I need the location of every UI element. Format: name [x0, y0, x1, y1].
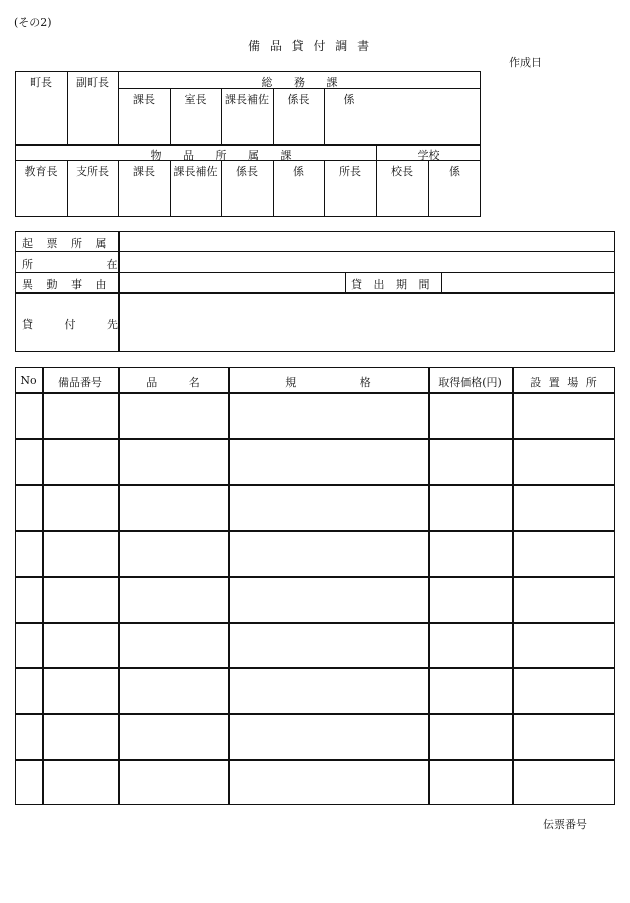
col-shishocho: 支所長: [76, 165, 109, 178]
col-header-item-name: 品 名: [146, 376, 200, 389]
soumu-col-kachohosa: 課長補佐: [225, 93, 269, 106]
table-row[interactable]: [16, 394, 614, 438]
form-label: (その2): [14, 16, 52, 29]
created-date-label: 作成日: [509, 56, 542, 69]
reason-field[interactable]: [120, 273, 344, 292]
location-field[interactable]: [120, 252, 614, 272]
col-kachohosa: 課長補佐: [173, 165, 218, 178]
town-mayor-label: 町長: [30, 76, 52, 89]
col-kakari: 係: [293, 165, 304, 178]
col-kakaricho: 係長: [236, 165, 258, 178]
loan-period-label: 貸 出 期 間: [351, 278, 430, 291]
dept-header: 物 品 所 属 課: [150, 149, 292, 162]
lendee-label: 貸 付 先: [22, 318, 118, 331]
col-kacho: 課長: [133, 165, 155, 178]
col-kyoikucho: 教育長: [24, 165, 58, 178]
loan-period-field[interactable]: [442, 273, 614, 292]
col-shocho: 所長: [339, 165, 361, 178]
table-row[interactable]: [16, 578, 614, 622]
table-row[interactable]: [16, 440, 614, 484]
reason-label: 異 動 事 由: [22, 278, 107, 291]
col-header-location: 設 置 場 所: [530, 376, 597, 389]
school-header: 学校: [417, 149, 440, 162]
location-label: 所 在: [22, 258, 118, 271]
lendee-field[interactable]: [120, 294, 614, 351]
origin-dept-field[interactable]: [120, 232, 614, 251]
col-header-price: 取得価格(円): [438, 376, 502, 389]
soumu-header: 総 務 課: [261, 76, 338, 89]
table-row[interactable]: [16, 624, 614, 667]
col-school-kakari: 係: [449, 165, 460, 178]
table-row[interactable]: [16, 669, 614, 713]
table-row[interactable]: [16, 486, 614, 530]
table-row[interactable]: [16, 715, 614, 759]
col-header-no: No: [20, 374, 37, 387]
soumu-col-kakaricho: 係長: [287, 93, 310, 106]
deputy-mayor-label: 副町長: [76, 76, 109, 89]
soumu-col-kacho: 課長: [133, 93, 155, 106]
origin-dept-label: 起 票 所 属: [22, 237, 107, 250]
slip-number-label: 伝票番号: [543, 818, 587, 831]
col-kocho: 校長: [391, 165, 413, 178]
soumu-col-shitsucho: 室長: [184, 93, 207, 106]
soumu-col-kakari: 係: [343, 93, 355, 106]
table-row[interactable]: [16, 532, 614, 576]
page-title: 備 品 貸 付 調 書: [248, 39, 370, 53]
col-header-spec: 規 格: [285, 376, 371, 389]
table-row[interactable]: [16, 761, 614, 804]
col-header-asset-no: 備品番号: [58, 376, 102, 389]
